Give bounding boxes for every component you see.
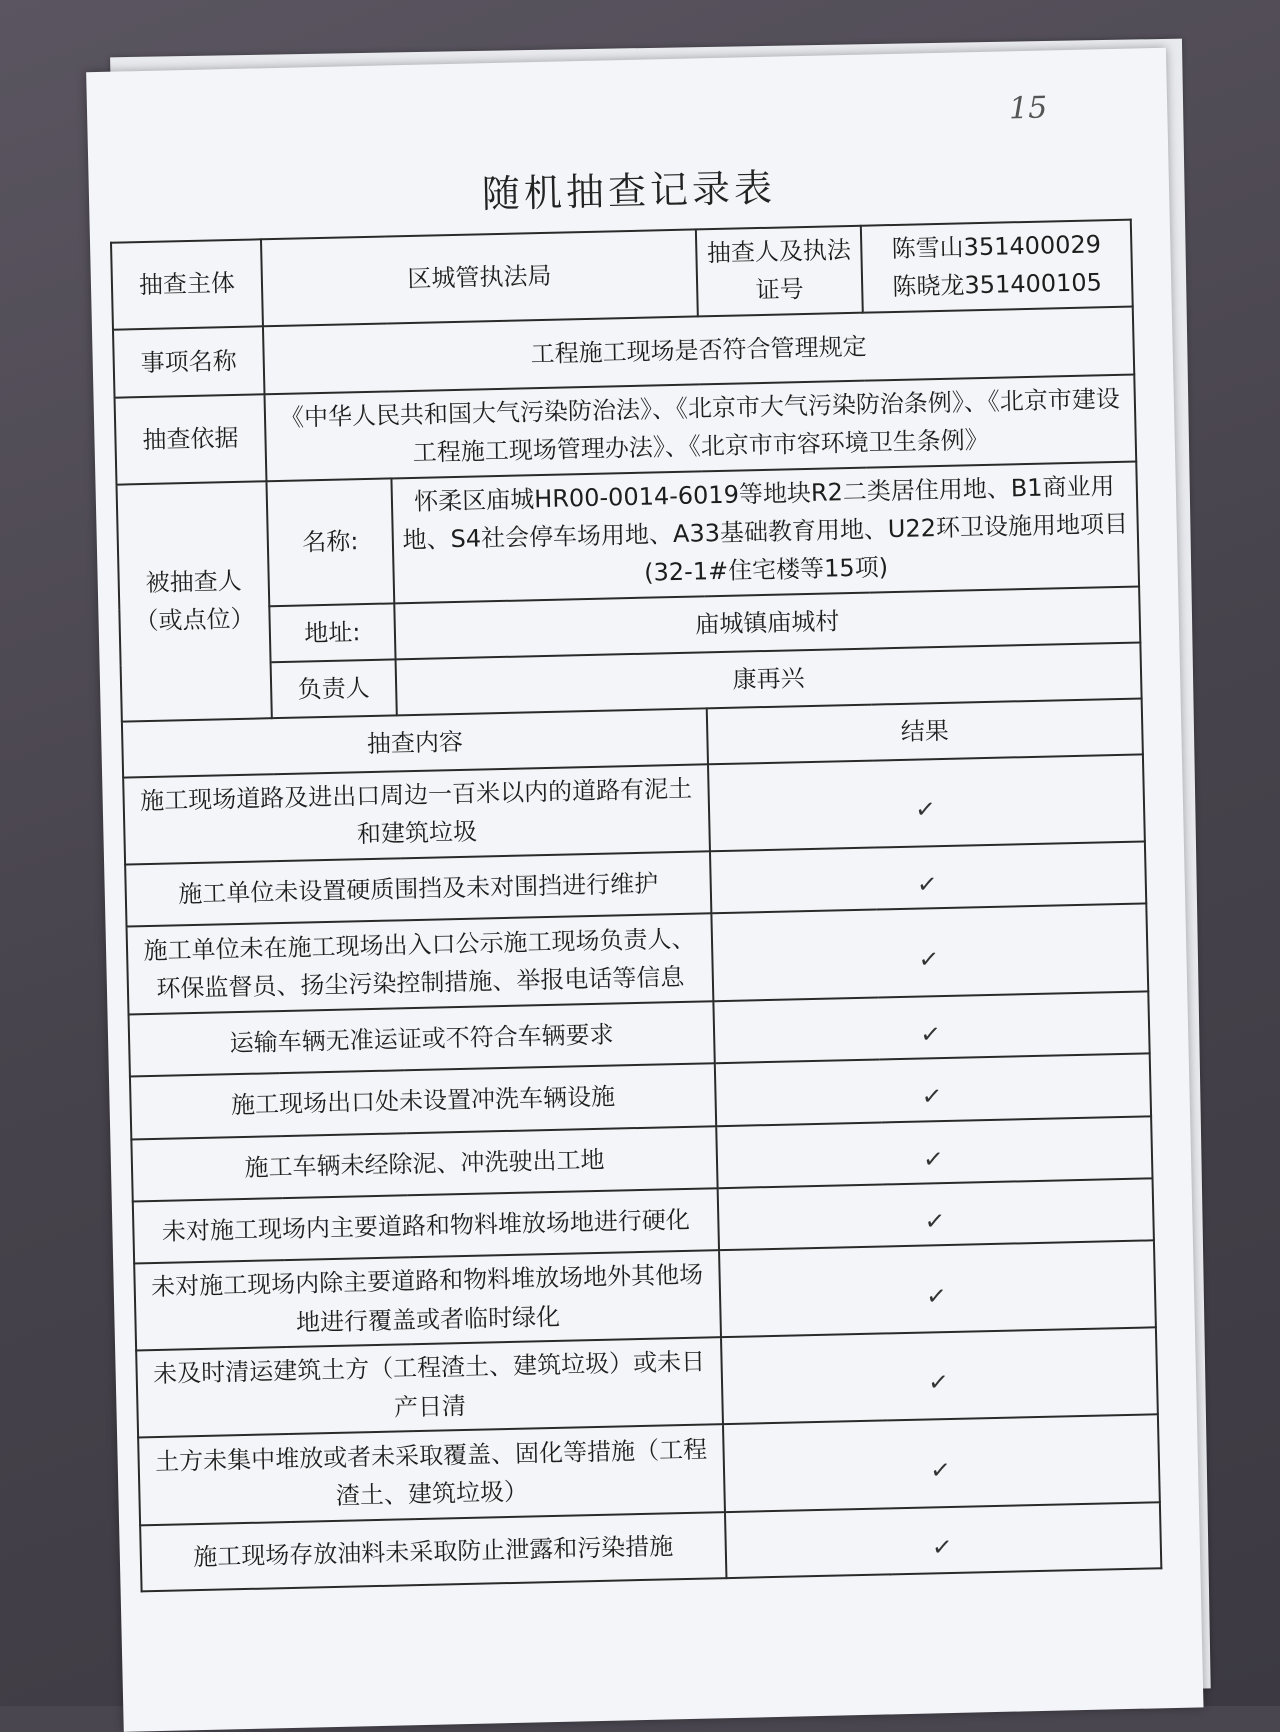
subject-value: 区城管执法局	[261, 229, 698, 326]
checklist-content: 施工单位未设置硬质围挡及未对围挡进行维护	[125, 851, 711, 927]
person-label: 负责人	[271, 659, 397, 718]
checkmark-icon: ✓	[921, 1081, 944, 1112]
checklist-content: 未对施工现场内除主要道路和物料堆放场地外其他场地进行覆盖或者临时绿化	[134, 1251, 721, 1351]
page-number: 15	[1008, 90, 1048, 127]
checklist-body	[123, 754, 1161, 1591]
inspected-label: 被抽查人（或点位）	[116, 481, 271, 722]
address-label: 地址:	[269, 603, 395, 662]
inspector-2: 陈晓龙351400105	[892, 268, 1103, 302]
inspector-label: 抽查人及执法证号	[696, 226, 863, 317]
checklist-result	[708, 754, 1145, 851]
checklist-result	[718, 1178, 1154, 1250]
subject-label: 抽查主体	[111, 239, 263, 329]
result-header: 结果	[707, 698, 1143, 764]
checkmark-icon: ✓	[929, 1455, 953, 1485]
checklist-content: 施工单位未在施工现场出入口公示施工现场负责人、环保监督员、扬尘污染控制措施、举报电话等信息	[127, 913, 714, 1014]
checklist-result	[711, 903, 1148, 1001]
checkmark-icon: ✓	[918, 944, 941, 974]
basis-label: 抽查依据	[115, 394, 267, 484]
checklist-content: 施工现场道路及进出口周边一百米以内的道路有泥土和建筑垃圾	[123, 764, 710, 864]
checklist-content: 未对施工现场内主要道路和物料堆放场地进行硬化	[133, 1188, 719, 1264]
checkmark-icon: ✓	[927, 1367, 951, 1398]
checkmark-icon: ✓	[919, 1019, 943, 1049]
item-value: 工程施工现场是否符合管理规定	[263, 306, 1134, 394]
checklist-content: 土方未集中堆放或者未采取覆盖、固化等措施（工程渣土、建筑垃圾）	[138, 1424, 725, 1525]
checklist-result	[715, 1054, 1151, 1126]
checklist-content: 施工现场存放油料未采取防止泄露和污染措施	[140, 1512, 726, 1591]
inspector-list	[861, 220, 1133, 313]
checklist-result	[710, 841, 1146, 913]
item-label: 事项名称	[113, 326, 265, 397]
checkmark-icon: ✓	[922, 1144, 945, 1174]
checklist-result	[721, 1328, 1158, 1425]
address-value: 庙城镇庙城村	[394, 586, 1140, 659]
inspected-name-row	[116, 461, 1139, 609]
record-sheet	[86, 48, 1203, 1732]
checklist-result	[713, 991, 1149, 1063]
checklist-result	[725, 1502, 1161, 1578]
page-title: 随机抽查记录表	[481, 165, 777, 217]
checklist-result	[719, 1241, 1156, 1338]
checklist-content: 施工车辆未经除泥、冲洗驶出工地	[131, 1126, 717, 1202]
name-label: 名称:	[266, 478, 394, 606]
checkmark-icon: ✓	[924, 1206, 947, 1237]
name-value: 怀柔区庙城HR00-0014-6019等地块R2二类居住用地、B1商业用地、S4社会停车场用地、A33基础教育用地、U22环卫设施用地项目(32-1#住宅楼等15项)	[391, 461, 1139, 603]
checkmark-icon: ✓	[916, 869, 939, 899]
content-header: 抽查内容	[122, 708, 708, 777]
checklist-result	[716, 1116, 1152, 1188]
checklist-content: 运输车辆无准运证或不符合车辆要求	[129, 1001, 715, 1077]
person-value: 康再兴	[396, 642, 1142, 715]
basis-value: 《中华人民共和国大气污染防治法》、《北京市大气污染防治条例》、《北京市建设工程施工现场管理办法》、《北京市市容环境卫生条例》	[264, 374, 1136, 480]
checkmark-icon: ✓	[931, 1532, 954, 1562]
inspector-1: 陈雪山351400029	[891, 230, 1102, 264]
checklist-content: 施工现场出口处未设置冲洗车辆设施	[130, 1064, 716, 1140]
checklist-result	[723, 1414, 1160, 1512]
checkmark-icon: ✓	[914, 794, 938, 825]
checkmark-icon: ✓	[925, 1281, 949, 1311]
inspection-form-table	[110, 219, 1162, 1593]
checklist-content: 未及时清运建筑土方（工程渣土、建筑垃圾）或未日产日清	[136, 1337, 723, 1437]
